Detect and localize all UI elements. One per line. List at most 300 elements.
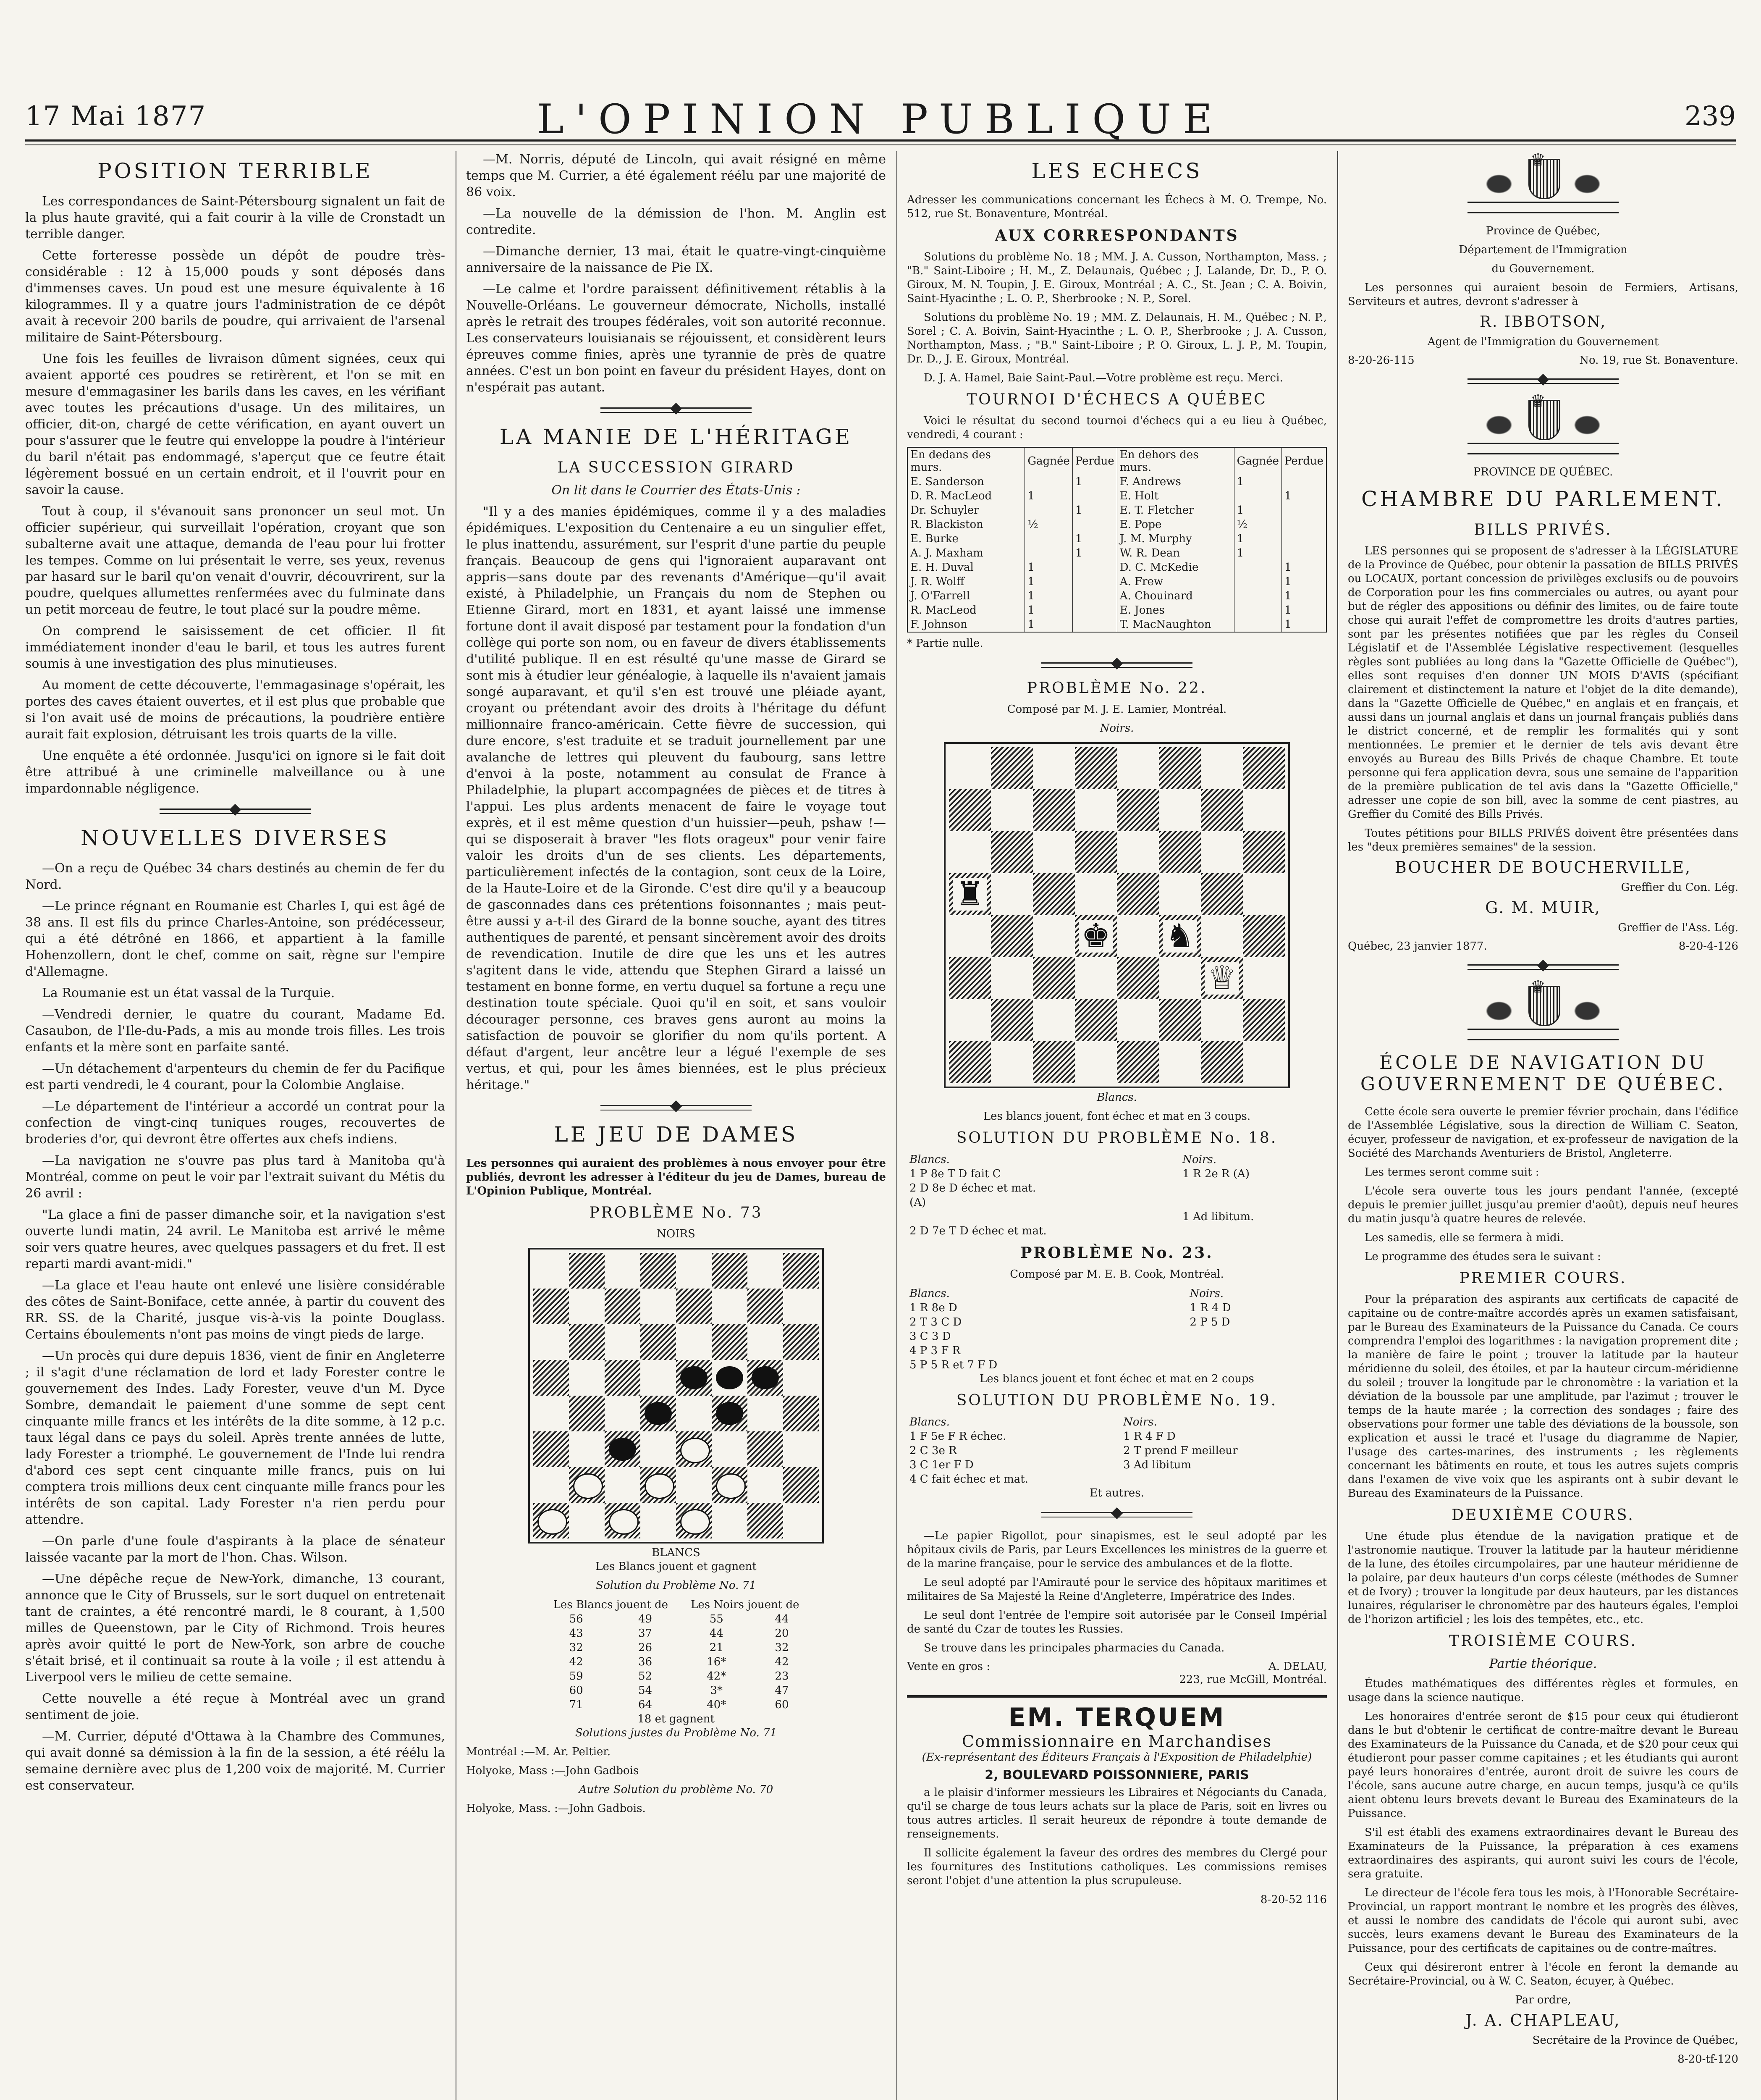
paragraph: Ceux qui désireront entrer à l'école en feront la demande au Secrétaire-Provincial, ou à W. C. Seaton, écuyer, à Québec.: [1348, 1961, 1738, 1987]
table-row: [542, 1655, 810, 1669]
table-cell: (A): [909, 1196, 926, 1209]
article-title: NOUVELLES DIVERSES: [81, 826, 390, 850]
table-row: [542, 1626, 810, 1641]
board-square: [1201, 873, 1243, 915]
tournament-note: * Partie nulle.: [907, 637, 983, 650]
board-square: [640, 1503, 676, 1538]
board-square: [640, 1253, 676, 1289]
board-square: [712, 1467, 747, 1503]
notice-body: [1348, 1105, 1738, 1264]
board-square: [1159, 831, 1201, 873]
table-cell: 1 R 4 F D: [1123, 1430, 1176, 1443]
table-row: [542, 1641, 810, 1655]
table-cell: 2 T 3 C D: [909, 1316, 962, 1328]
board-square: [712, 1324, 747, 1360]
paragraph: —M. Norris, député de Lincoln, qui avait résigné en même temps que M. Currier, a été également réélu par une majorité de 86 voix.: [466, 152, 886, 200]
chess-board-frame: [944, 742, 1290, 1088]
board-square: [1117, 747, 1159, 789]
table-cell: W. R. Dean: [1117, 546, 1234, 560]
advert-ref: 8-20-52 116: [1260, 1893, 1327, 1906]
board-square: [949, 789, 991, 831]
board-square: [747, 1503, 783, 1538]
section-title: LE JEU DE DAMES: [554, 1122, 798, 1147]
problem-caption: Les blancs jouent et font échec et mat en 2 coups: [980, 1373, 1254, 1385]
table-cell: [1121, 1472, 1327, 1486]
notice-title: CHAMBRE DU PARLEMENT.: [1361, 487, 1725, 511]
advert-address: 2, BOULEVARD POISSONNIERE, PARIS: [985, 1768, 1249, 1782]
draughts-board-frame: [528, 1248, 824, 1544]
table-cell: [1072, 575, 1117, 589]
board-square: [747, 1324, 783, 1360]
paragraph: —Un détachement d'arpenteurs du chemin de fer du Pacifique est parti vendredi, le 4 courant, pour la Colombie Anglaise.: [25, 1061, 445, 1092]
section-separator: [600, 407, 752, 413]
notice-title: ÉCOLE DE NAVIGATION DU GOUVERNEMENT DE QUÉBEC.: [1360, 1052, 1726, 1095]
board-square: [783, 1503, 819, 1538]
table-row: [907, 617, 1326, 632]
correspondents-text: Solutions du problème No. 18 ; MM. J. A. Cusson, Northampton, Mass. ; "B." Saint-Liboire ; H. M., Z. Delaunais, Québec ; J. Lalande, Dr. D., P. O. Giroux, M. N. Toupin, J. E. Giroux, Montréal ; A. C., St. Jean ; C. A. Boivin, Saint-Hyacinthe ; L. O. P., Sherbrooke ; N. P., Sorel.: [907, 251, 1327, 305]
board-bottom-label: BLANCS: [652, 1546, 700, 1559]
table-cell: [1234, 560, 1281, 575]
black-man-icon: [752, 1366, 779, 1389]
issue-date: 17 Mai 1877: [25, 101, 207, 132]
paragraph: Le programme des études sera le suivant :: [1365, 1250, 1601, 1263]
board-square: [676, 1324, 712, 1360]
paragraph: Tout à coup, il s'évanouit sans prononcer un seul mot. Un officier supérieur, qui surveillait l'opération, croyant que son subalterne avait une attaque, demanda de l'eau pour lui frotter les tempes. Comme on lui présentait le verre, ses yeux, revenus par hasard sur le baril qu'on venait d'ouvrir, découvrirent, sur la poudre, quelques allumettes renfermées avec du fulminate dans un petit morceau de feutre, le tout placé sur la poudre même.: [25, 504, 445, 617]
column-3: [907, 151, 1327, 2100]
advert-text: Il sollicite également la faveur des ordres des membres du Clergé pour les fournitures des Institutions catholiques. Les commissions remises seront l'objet d'une attention la plus scrupuleuse.: [907, 1847, 1327, 1887]
paragraph: —La navigation ne s'ouvre pas plus tard à Manitoba qu'à Montréal, comme on peut le voir par l'extrait suivant du Métis du 26 avril :: [25, 1153, 445, 1201]
board-square: [676, 1431, 712, 1467]
page-number: 239: [1684, 101, 1736, 132]
table-cell: 42*: [707, 1670, 726, 1683]
notice-signer: R. IBBOTSON,: [1479, 313, 1607, 331]
board-top-label: Noirs.: [1100, 722, 1134, 735]
table-header-cell: Gagnée: [1234, 447, 1281, 475]
board-square: [569, 1289, 605, 1324]
crown-icon: ♛: [1530, 391, 1546, 411]
notice-body: Les personnes qui auraient besoin de Fermiers, Artisans, Serviteurs et autres, devront s'adresser à: [1348, 281, 1738, 308]
board-square: [1075, 873, 1117, 915]
table-cell: 3 Ad libitum: [1123, 1459, 1192, 1471]
solution-head: Les Blancs jouent de: [553, 1599, 668, 1611]
board-square: [991, 1041, 1033, 1083]
board-square: [1075, 957, 1117, 999]
table-cell: 1: [1282, 589, 1326, 603]
table-cell: E. T. Fletcher: [1117, 503, 1234, 517]
board-square: [712, 1289, 747, 1324]
table-cell: 3 C 3 D: [909, 1330, 951, 1343]
table-cell: 1: [1234, 546, 1281, 560]
table-row: [907, 1444, 1327, 1458]
table-row: [907, 1210, 1327, 1224]
table-cell: 1: [1072, 475, 1117, 489]
notice-footer: [1348, 354, 1738, 367]
table-cell: 1 R 8e D: [909, 1302, 957, 1314]
table-row: [907, 603, 1326, 617]
course-text: Pour la préparation des aspirants aux certificats de capacité de capitaine ou de contre-maître accordés après un examen satisfaisant, par le Bureau des Examinateurs de la Puissance du Canada. Ce cours comprendra l'emploi des logarithmes : la navigation proprement dite ; la manière de faire le point ; trouver la latitude par la hauteur méridienne du soleil, des étoiles, et par la hauteur circum-méridienne du soleil ; trouver la longitude par le chronomètre : la variation et la déviation de la boussole par une amplitude, par l'azimut ; trouver le temps de la haute marée ; la correction des sondages ; faire des observations pour former une table des déviations de la boussole, son explication et aussi le tracé et l'usage du diagramme de Napier, l'usage des cartes-marines, des instruments ; les règlements concernant les bâtiments en route, et tous les autres sujets compris dans l'examen de vive voix que les aspirants ont à subir devant le Bureau des Examinateurs de la Puissance.: [1348, 1293, 1738, 1500]
board-square: [605, 1396, 640, 1431]
notice-date: Québec, 23 janvier 1877.: [1348, 940, 1487, 953]
table-cell: [1072, 489, 1117, 503]
table-cell: E. Holt: [1117, 489, 1234, 503]
solution-head: Les Noirs jouent de: [691, 1599, 799, 1611]
table-cell: 1: [1025, 575, 1072, 589]
solution-title: Solution du Problème No. 71: [596, 1579, 756, 1592]
notice-signer: J. A. CHAPLEAU,: [1465, 2011, 1621, 2029]
white-man-icon: [716, 1473, 746, 1499]
board-square: [569, 1324, 605, 1360]
notice-ref: 8-20-26-115: [1348, 354, 1415, 367]
chess-piece-icon: ♚: [1079, 920, 1113, 953]
table-cell: 44: [709, 1627, 723, 1640]
board-square: [676, 1503, 712, 1538]
board-square: [1117, 789, 1159, 831]
problem-author: Composé par M. E. B. Cook, Montréal.: [1010, 1268, 1224, 1281]
table-row: [907, 475, 1326, 489]
other-solution-title: Autre Solution du problème No. 70: [579, 1783, 773, 1796]
notice-line: Province de Québec,: [1486, 225, 1601, 237]
table-row: [907, 1195, 1327, 1210]
table-cell: [1025, 546, 1072, 560]
table-row: [907, 546, 1326, 560]
table-cell: [1072, 589, 1117, 603]
problem-caption: Les blancs jouent, font échec et mat en 3 coups.: [983, 1110, 1251, 1123]
black-man-icon: [645, 1402, 672, 1425]
advert-name: EM. TERQUEM: [1008, 1703, 1226, 1732]
board-square: [605, 1324, 640, 1360]
table-cell: R. MacLeod: [907, 603, 1025, 617]
solution-end: Et autres.: [1090, 1487, 1144, 1499]
article-subtitle: LA SUCCESSION GIRARD: [557, 459, 795, 476]
table-cell: 54: [638, 1684, 653, 1697]
solution-title: SOLUTION DU PROBLÈME No. 19.: [956, 1392, 1278, 1409]
table-cell: E. Pope: [1117, 517, 1234, 532]
board-square: [1201, 915, 1243, 957]
table-row: [907, 1329, 1327, 1344]
notice-body: Toutes pétitions pour BILLS PRIVÉS doivent être présentées dans les "deux premières semaines" de la session.: [1348, 827, 1738, 853]
paragraph: —Le prince régnant en Roumanie est Charles I, qui est âgé de 38 ans. Il est fils du prince Charles-Antoine, son prédécesseur, qui a été détrôné en 1866, et appartient à la famille Hohenzollern, dont le chef, comme on sait, règne sur l'empire d'Allemagne.: [25, 899, 445, 979]
board-square: [783, 1253, 819, 1289]
board-square: [569, 1396, 605, 1431]
paragraph: —Le département de l'intérieur a accordé un contrat pour la confection de vingt-cinq tuniques rouges, recouvertes de broderies d'or, qui devront être offertes aux chefs indiens.: [25, 1099, 445, 1147]
table-cell: 1: [1282, 489, 1326, 503]
table-row: [907, 1286, 1327, 1301]
table-cell: Noirs.: [1123, 1416, 1157, 1428]
table-cell: 1 R 4 D: [1190, 1302, 1231, 1314]
board-square: [1201, 747, 1243, 789]
table-cell: 52: [638, 1670, 653, 1683]
table-cell: 36: [638, 1656, 653, 1668]
table-cell: [1234, 575, 1281, 589]
chess-board: [949, 747, 1285, 1083]
paragraph: Le directeur de l'école fera tous les mois, à l'Honorable Secrétaire-Provincial, un rapport montrant le nombre et les progrès des élèves, et aussi le nombre des candidats de l'école qui auront subi, avec succès, leurs examens devant le Bureau des Examinateurs de la Puissance, pour des certificats de capitaines ou de contre-maîtres.: [1348, 1887, 1738, 1955]
solution-table: [907, 1152, 1327, 1238]
table-cell: [1180, 1195, 1327, 1210]
table-cell: 2 D 7e T D échec et mat.: [909, 1225, 1047, 1237]
table-cell: 42: [569, 1656, 583, 1668]
table-cell: [1187, 1344, 1327, 1358]
board-square: [783, 1467, 819, 1503]
board-square: [1243, 873, 1285, 915]
paragraph: L'école sera ouverte tous les jours pendant l'année, (excepté depuis le premier juillet jusqu'au premier d'août), depuis neuf heures du matin jusqu'à quatre heures de relevée.: [1348, 1185, 1738, 1225]
table-cell: 2 P 5 D: [1190, 1316, 1230, 1328]
board-square: [747, 1467, 783, 1503]
board-square: [1075, 747, 1117, 789]
table-cell: E. Burke: [907, 532, 1025, 546]
paragraph: —Le papier Rigollot, pour sinapismes, est le seul adopté par les hôpitaux civils de Paris, par Leurs Excellences les ministres de la guerre et de la marine française, pour le service des ambulances et de la flotte.: [907, 1530, 1327, 1570]
table-row: [907, 1458, 1327, 1472]
column-2: [466, 151, 886, 2100]
notice-signer-role: Agent de l'Immigration du Gouvernement: [1427, 336, 1659, 348]
board-square: [640, 1360, 676, 1396]
table-row: [907, 575, 1326, 589]
notice-line: du Gouvernement.: [1491, 262, 1595, 275]
table-cell: E. Sanderson: [907, 475, 1025, 489]
table-cell: [1072, 617, 1117, 632]
table-cell: 42: [775, 1656, 789, 1668]
paragraph: Se trouve dans les principales pharmacies du Canada.: [924, 1642, 1225, 1654]
table-row: [907, 1415, 1327, 1429]
board-square: [1075, 831, 1117, 873]
tournament-table: [907, 447, 1327, 633]
board-square: [1243, 915, 1285, 957]
table-cell: 1: [1025, 589, 1072, 603]
solution-title: SOLUTION DU PROBLÈME No. 18.: [956, 1129, 1278, 1147]
article-title: POSITION TERRIBLE: [97, 159, 373, 183]
problem-caption: Les Blancs jouent et gagnent: [595, 1560, 757, 1573]
crown-icon: ♛: [1530, 977, 1546, 997]
notice-signer: G. M. MUIR,: [1485, 898, 1601, 917]
table-cell: 1: [1282, 575, 1326, 589]
table-cell: J. M. Murphy: [1117, 532, 1234, 546]
board-square: [676, 1289, 712, 1324]
board-square: [569, 1467, 605, 1503]
notice-ref: 8-20-4-126: [1678, 940, 1738, 953]
notice-par-ordre: Par ordre,: [1515, 1994, 1571, 2006]
paragraph: Une enquête a été ordonnée. Jusqu'ici on ignore si le fait doit être attribué à une criminelle malveillance ou à une impardonnable négligence.: [25, 748, 445, 796]
section-separator: [1041, 662, 1192, 668]
paragraph: —Une dépêche reçue de New-York, dimanche, 13 courant, annonce que le City of Brussels, sur le sort duquel on entretenait tant de craintes, a été rencontré mardi, le 8 courant, à 1,500 milles de Queenstown, par le City of Richmond. Trois heures après avoir quitté le port de New-York, son arbre de couche s'était brisé, et il continuait sa route à la voile ; il est attendu à Liverpool vers le milieu de cette semaine.: [25, 1572, 445, 1685]
advert-signature: [907, 1660, 1327, 1673]
coat-of-arms-image: [1468, 391, 1619, 459]
table-cell: [1072, 603, 1117, 617]
problem-position-table: [907, 1286, 1327, 1372]
masthead: [25, 8, 1736, 143]
board-square: [1117, 831, 1159, 873]
board-square: [569, 1360, 605, 1396]
board-square: [1159, 999, 1201, 1041]
table-cell: ½: [1234, 517, 1281, 532]
table-cell: A. Chouinard: [1117, 589, 1234, 603]
board-square: [640, 1396, 676, 1431]
section-separator: [1041, 1512, 1192, 1517]
board-square: [991, 873, 1033, 915]
problem-author: Composé par M. J. E. Lamier, Montréal.: [1007, 703, 1227, 716]
table-row: [907, 1301, 1327, 1315]
section-separator: [160, 808, 311, 814]
table-cell: 55: [709, 1613, 723, 1625]
table-cell: 1 P 8e T D fait C: [909, 1168, 1001, 1180]
table-cell: R. Blackiston: [907, 517, 1025, 532]
advert-text: a le plaisir d'informer messieurs les Libraires et Négociants du Canada, qu'il se charge de tous leurs achats sur la place de Paris, soit en livres ou tous autres articles. Il serait heureux de répondre à toute demande de renseignements.: [907, 1786, 1327, 1840]
table-cell: 1: [1234, 503, 1281, 517]
board-square: [1243, 957, 1285, 999]
table-row: [542, 1698, 810, 1712]
table-cell: [1025, 503, 1072, 517]
board-square: [569, 1503, 605, 1538]
masthead-rule: [25, 139, 1736, 142]
table-cell: Blancs.: [909, 1287, 950, 1300]
course-title: TROISIÈME COURS.: [1449, 1633, 1637, 1650]
table-row: [907, 1315, 1327, 1329]
solution-table: [907, 1415, 1327, 1486]
table-cell: 1: [1072, 546, 1117, 560]
board-square: [640, 1431, 676, 1467]
table-cell: 37: [638, 1627, 653, 1640]
table-cell: 5 P 5 R et 7 F D: [909, 1359, 998, 1371]
table-cell: [1072, 560, 1117, 575]
table-cell: 3*: [710, 1684, 723, 1697]
coat-of-arms-image: [1468, 977, 1619, 1045]
board-square: [949, 747, 991, 789]
table-row: [907, 1472, 1327, 1486]
paragraph: Au moment de cette découverte, l'emmagasinage s'opérait, les portes des caves étaient ouvertes, et il est plus que probable que si l'on avait usé de moins de précautions, la poudrière entière aurait fait explosion, détruisant les trois quarts de la ville.: [25, 678, 445, 742]
board-square: [533, 1253, 569, 1289]
table-cell: 2 T prend F meilleur: [1123, 1444, 1238, 1457]
board-square: [783, 1396, 819, 1431]
coat-of-arms-image: [1468, 151, 1619, 218]
white-man-icon: [573, 1473, 603, 1499]
board-square: [533, 1324, 569, 1360]
board-square: [1075, 1041, 1117, 1083]
board-square: [569, 1431, 605, 1467]
board-square: [1033, 789, 1075, 831]
table-row: [907, 1152, 1327, 1167]
board-square: [1201, 831, 1243, 873]
solution-table: [542, 1598, 810, 1726]
board-square: [1075, 999, 1117, 1041]
board-square: [949, 957, 991, 999]
table-cell: 32: [775, 1641, 789, 1654]
table-header-cell: En dedans des murs.: [907, 447, 1025, 475]
paragraph: "Il y a des manies épidémiques, comme il y a des maladies épidémiques. L'exposition du Centenaire a eu un singulier effet, le plus inattendu, assurément, sur l'esprit d'une partie du peuple français. Beaucoup de gens qui l'ignoraient auparavant ont appris—sans doute par des revenants d'Amérique—qu'il avait existé, à Philadelphie, un Français du nom de Stephen ou Etienne Girard, mort en 1831, et ayant laissé une immense fortune dont il avait disposé par testament pour la fondation d'un collège qui porte son nom, ou en faveur de divers établissements d'utilité publique. Il en est résulté qu'une masse de Girard se sont mis à étudier leur généalogie, à laquelle ils n'avaient jamais songé auparavant, et qu'il s'en est trouvé une pléiade ayant, croyant ou prétendant avoir des droits à l'héritage du défunt millionnaire franco-américain. Cette fièvre de succession, qui dure encore, s'est traduite et se traduit journellement par une avalanche de lettres qui pleuvent du faubourg, sans lettre d'envoi à la poste, notamment au consulat de France à Philadelphie, la plupart accompagnées de pièces et de titres à l'appui. Les plus ardents menacent de faire le voyage tout exprès, et il est même question d'un huissier—peuh, pshaw !—qui se disposerait à braver "les flots orageux" pour venir faire valoir les droits d'un de ses clients. Les départements, particulièrement infectés de la contagion, sont ceux de la Loire, de la Haute-Loire et de la Gironde. C'est dire qu'il y a beaucoup de gasconnades dans ces prétentions foisonnantes ; mais peut-être aussi y a-t-il des Girard de la bonne souche, ayant des titres authentiques de parenté, et pensant sincèrement avoir des droits de revendication. Inutile de dire que les uns et les autres s'agitent dans le vide, attendu que Stephen Girard a laissé un testament en bonne forme, en vertu duquel sa fortune a reçu une destination toute spéciale. Quoi qu'il en soit, et sans vouloir décourager personne, ces braves gens auront au moins la satisfaction de pouvoir se glorifier du nom qu'ils portent. A défaut d'argent, leur ancêtre leur a légué l'exemple de ses vertus, et qui, pour les âmes biennées, est le plus précieux héritage.": [466, 504, 886, 1092]
board-square: [1033, 1041, 1075, 1083]
black-man-icon: [680, 1366, 708, 1389]
board-square: [1159, 915, 1201, 957]
table-row: [542, 1612, 810, 1626]
paragraph: —On parle d'une foule d'aspirants à la place de sénateur laissée vacante par la mort de l'hon. Chas. Wilson.: [25, 1534, 445, 1565]
board-square: [1033, 915, 1075, 957]
table-cell: 60: [569, 1684, 583, 1697]
table-cell: 21: [709, 1641, 723, 1654]
notice-province: PROVINCE DE QUÉBEC.: [1473, 466, 1613, 478]
board-square: [949, 831, 991, 873]
table-row: [907, 489, 1326, 503]
table-cell: T. MacNaughton: [1117, 617, 1234, 632]
board-square: [1117, 873, 1159, 915]
board-square: [1033, 957, 1075, 999]
advert-sale-label: Vente en gros :: [907, 1660, 991, 1673]
board-square: [640, 1289, 676, 1324]
board-square: [676, 1253, 712, 1289]
table-row: [907, 1429, 1327, 1444]
problem-title: PROBLÈME No. 73: [589, 1204, 763, 1221]
board-bottom-label: Blancs.: [1097, 1091, 1137, 1104]
table-row: [907, 1224, 1327, 1238]
table-cell: [1180, 1181, 1327, 1195]
column-4: [1348, 151, 1738, 2100]
table-cell: E. Jones: [1117, 603, 1234, 617]
chess-piece-icon: ♞: [1163, 920, 1197, 953]
board-square: [1243, 747, 1285, 789]
table-cell: 44: [775, 1613, 789, 1625]
table-cell: [1234, 603, 1281, 617]
board-square: [1033, 747, 1075, 789]
table-cell: 1 Ad libitum.: [1182, 1210, 1254, 1223]
notice-ref: 8-20-tf-120: [1677, 2053, 1738, 2066]
board-square: [712, 1431, 747, 1467]
board-square: [676, 1396, 712, 1431]
board-square: [640, 1324, 676, 1360]
table-row: [907, 1358, 1327, 1372]
table-cell: [1234, 589, 1281, 603]
advert-terquem: [907, 1695, 1327, 1907]
board-square: [949, 915, 991, 957]
solver-line: Montréal :—M. Ar. Peltier.: [466, 1746, 611, 1758]
board-square: [533, 1289, 569, 1324]
table-cell: [1025, 475, 1072, 489]
table-cell: 40*: [707, 1698, 726, 1711]
board-square: [1201, 957, 1243, 999]
table-cell: D. C. McKedie: [1117, 560, 1234, 575]
board-square: [1201, 999, 1243, 1041]
table-cell: [907, 1210, 1180, 1224]
table-cell: [1282, 532, 1326, 546]
course-subtitle: Partie théorique.: [1489, 1656, 1597, 1671]
table-cell: 2 C 3e R: [909, 1444, 957, 1457]
paragraph: "La glace a fini de passer dimanche soir, et la navigation s'est ouverte lundi matin, 24 avril. Le Manitoba est arrivé le même soir vers quatre heures, avec quelques passagers et du fret. Il est reparti mardi avant-midi.": [25, 1208, 445, 1271]
board-square: [783, 1324, 819, 1360]
white-man-icon: [609, 1509, 639, 1534]
table-cell: ½: [1025, 517, 1072, 532]
course-title: PREMIER COURS.: [1459, 1270, 1627, 1287]
board-top-label: NOIRS: [657, 1228, 695, 1240]
paragraph: Les honoraires d'entrée seront de $15 pour ceux qui étudieront dans le but d'obtenir le certificat de contre-maître devant le Bureau des Examinateurs de la Puissance du Canada, et de $20 pour ceux qui étudieront pour passer comme capitaines ; et les étudiants qui auront payé leurs honoraires d'entrée, auront droit de suivre les cours de l'école, sans aucune autre charge, en aucun temps, jusqu'à ce qu'ils aient obtenu leurs brevets devant le Bureau des Examinateurs de la Puissance.: [1348, 1710, 1738, 1820]
table-row: [907, 560, 1326, 575]
board-square: [1201, 1041, 1243, 1083]
table-cell: 1 F 5e F R échec.: [909, 1430, 1006, 1443]
column-1: [25, 151, 445, 2100]
table-cell: F. Johnson: [907, 617, 1025, 632]
tournament-title: TOURNOI D'ÉCHECS A QUÉBEC: [967, 391, 1267, 408]
black-man-icon: [716, 1402, 743, 1425]
board-square: [1033, 873, 1075, 915]
paragraph: Cette école sera ouverte le premier février prochain, dans l'édifice de l'Assemblée Législative, sous la direction de William C. Seaton, écuyer, professeur de navigation, et ex-professeur de navigation de la Société des Marchands Aventuriers de Bristol, Angleterre.: [1348, 1105, 1738, 1160]
table-row: [542, 1669, 810, 1683]
board-square: [605, 1360, 640, 1396]
board-square: [712, 1503, 747, 1538]
table-cell: D. R. MacLeod: [907, 489, 1025, 503]
paragraph: Le seul adopté par l'Amirauté pour le service des hôpitaux maritimes et militaires de Sa Majesté la Reine d'Angleterre, Impératrice des Indes.: [907, 1576, 1327, 1603]
board-square: [1243, 789, 1285, 831]
correspondents-text: D. J. A. Hamel, Baie Saint-Paul.—Votre problème est reçu. Merci.: [924, 372, 1283, 384]
table-cell: 26: [638, 1641, 653, 1654]
table-cell: 1: [1282, 617, 1326, 632]
table-cell: 64: [638, 1698, 653, 1711]
table-cell: 59: [569, 1670, 583, 1683]
table-header-cell: Gagnée: [1025, 447, 1072, 475]
section-intro: Adresser les communications concernant les Échecs à M. O. Trempe, No. 512, rue St. Bonaventure, Montréal.: [907, 194, 1327, 220]
